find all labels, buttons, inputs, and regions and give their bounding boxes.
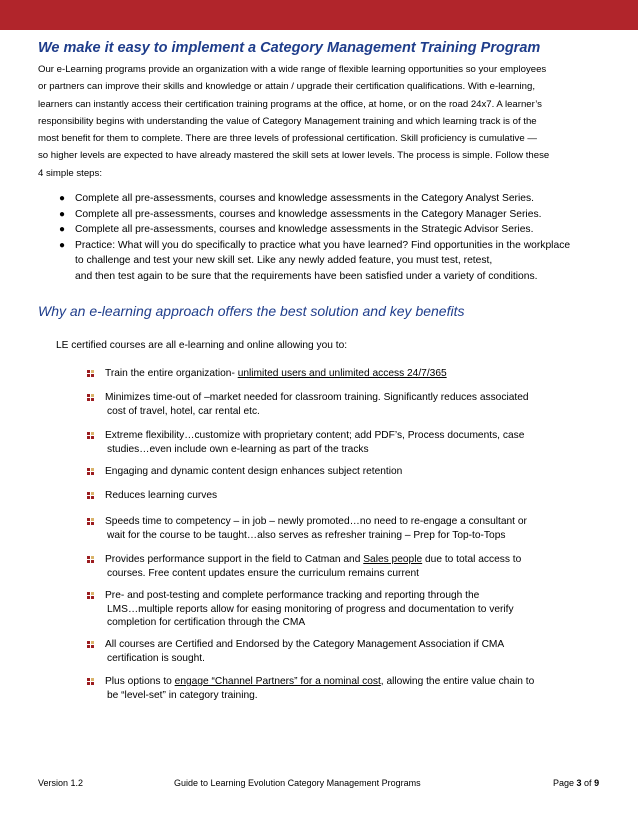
step-item bbox=[58, 207, 638, 223]
steps-list bbox=[58, 191, 638, 285]
benefit-line bbox=[87, 553, 521, 567]
benefit-item bbox=[87, 675, 534, 702]
benefit-line-continued: LMS…multiple reports allow for easing monitoring of progress and documentation to verify bbox=[107, 603, 514, 615]
footer-version: Version 1.2 bbox=[38, 778, 84, 788]
benefit-text: Pre- and post-testing and complete performance tracking and reporting through the bbox=[105, 590, 480, 601]
benefit-line-continued: courses. Free content updates ensure the curriculum remains current bbox=[107, 567, 419, 579]
benefit-item bbox=[87, 638, 504, 665]
benefit-link[interactable]: engage “Channel Partners” for a nominal cost bbox=[174, 676, 381, 687]
step-item bbox=[58, 238, 638, 285]
square-bullet-icon bbox=[87, 432, 96, 441]
footer-of-word: of bbox=[581, 778, 595, 788]
bullet-dot-icon: ● bbox=[59, 193, 66, 204]
square-bullet-icon bbox=[87, 678, 96, 687]
benefit-text: Extreme flexibility…customize with proprietary content; add PDF’s, Process documents, case bbox=[105, 430, 525, 441]
intro-line: so higher levels are expected to have already mastered the skill sets at lower levels. The process is simple. Follow these bbox=[38, 150, 550, 162]
benefit-item bbox=[87, 489, 217, 503]
bullet-dot-icon: ● bbox=[59, 239, 66, 251]
benefit-line-continued: studies…even include own e-learning as part of the tracks bbox=[107, 443, 369, 455]
benefits-lead: LE certified courses are all e-learning and online allowing you to: bbox=[56, 340, 348, 351]
intro-line: most benefit for them to complete. There are three levels of professional certification. Skill proficiency is cumulative — bbox=[38, 133, 537, 145]
benefit-text: Speeds time to competency – in job – newly promoted…no need to re-engage a consultant or bbox=[105, 516, 527, 527]
benefit-text: Train the entire organization- bbox=[105, 368, 238, 379]
benefit-line bbox=[87, 429, 524, 443]
square-bullet-icon bbox=[87, 370, 96, 379]
square-bullet-icon bbox=[87, 518, 96, 527]
benefit-item bbox=[87, 553, 521, 580]
footer-page-total: 9 bbox=[594, 778, 600, 788]
page-title: We make it easy to implement a Category Management Training Program bbox=[38, 40, 541, 56]
benefit-item bbox=[87, 465, 402, 479]
step-line: to challenge and test your new skill set. Like any newly added feature, you must test, retest, bbox=[75, 255, 493, 267]
benefit-line-continued: wait for the course to be taught…also serves as refresher training – Prep for Top-to-Tops bbox=[107, 529, 506, 541]
benefit-line bbox=[87, 391, 529, 405]
benefit-item bbox=[87, 589, 514, 630]
square-bullet-icon bbox=[87, 556, 96, 565]
benefit-item bbox=[87, 367, 447, 381]
benefit-text: All courses are Certified and Endorsed by the Category Management Association if CMA bbox=[105, 639, 505, 650]
benefit-line-continued: be “level-set” in category training. bbox=[107, 689, 258, 701]
benefit-text: Minimizes time-out of –market needed for classroom training. Significantly reduces associated bbox=[105, 392, 529, 403]
step-line: Complete all pre-assessments, courses and knowledge assessments in the Strategic Advisor Series. bbox=[75, 224, 534, 236]
step-item bbox=[58, 191, 638, 207]
step-line: Complete all pre-assessments, courses and knowledge assessments in the Category Analyst Series. bbox=[75, 193, 535, 204]
square-bullet-icon bbox=[87, 592, 96, 601]
intro-paragraph bbox=[38, 61, 618, 182]
benefit-text: Plus options to bbox=[105, 676, 175, 687]
section-heading-benefits: Why an e-learning approach offers the best solution and key benefits bbox=[38, 303, 465, 319]
square-bullet-icon bbox=[87, 394, 96, 403]
benefit-text: Engaging and dynamic content design enhances subject retention bbox=[105, 466, 403, 477]
square-bullet-icon bbox=[87, 641, 96, 650]
benefit-link[interactable]: Sales people bbox=[363, 554, 423, 565]
step-item bbox=[58, 222, 638, 238]
benefit-line-continued: certification is sought. bbox=[107, 652, 205, 664]
benefit-item bbox=[87, 515, 527, 542]
benefit-line bbox=[87, 465, 402, 479]
step-line: Practice: What will you do specifically to practice what you have learned? Find opportunities in the workplace bbox=[75, 239, 571, 251]
benefit-line bbox=[87, 489, 217, 503]
benefit-line-continued: completion for certification through the CMA bbox=[107, 617, 306, 628]
intro-line: Our e-Learning programs provide an organization with a wide range of flexible learning opportunities so your employees bbox=[38, 64, 547, 75]
benefit-text: Reduces learning curves bbox=[105, 490, 218, 501]
benefit-link[interactable]: unlimited users and unlimited access 24/7/365 bbox=[237, 368, 447, 379]
intro-line: responsibility begins with understanding the value of Category Management training and which learning track is of the bbox=[38, 115, 537, 127]
benefit-line-continued: cost of travel, hotel, car rental etc. bbox=[107, 405, 260, 417]
bullet-dot-icon: ● bbox=[59, 208, 66, 220]
step-line: Complete all pre-assessments, courses and knowledge assessments in the Category Manager Series. bbox=[75, 208, 542, 220]
intro-line: or partners can improve their skills and knowledge or attain / upgrade their certification qualifications. With e-learning, bbox=[38, 81, 535, 93]
header-bar bbox=[0, 0, 638, 30]
benefit-item bbox=[87, 429, 524, 456]
benefit-line bbox=[87, 515, 527, 529]
footer-page-number bbox=[553, 778, 599, 788]
square-bullet-icon bbox=[87, 492, 96, 501]
footer-doc-title: Guide to Learning Evolution Category Management Programs bbox=[174, 778, 421, 788]
step-line: and then test again to be sure that the requirements have been satisfied under a variety of conditions. bbox=[75, 270, 538, 282]
square-bullet-icon bbox=[87, 468, 96, 477]
benefit-line bbox=[87, 675, 534, 689]
intro-line: learners can instantly access their certification training programs at the office, at home, or on the road 24x7. A learner’s bbox=[38, 98, 542, 110]
benefit-text: Provides performance support in the field to Catman and bbox=[105, 554, 364, 565]
bullet-dot-icon: ● bbox=[59, 224, 66, 236]
footer-page-word: Page bbox=[553, 778, 577, 788]
benefit-line bbox=[87, 638, 504, 652]
benefit-line bbox=[87, 367, 447, 381]
benefit-line bbox=[87, 589, 514, 603]
benefit-text-after: , allowing the entire value chain to bbox=[380, 676, 535, 687]
intro-line: 4 simple steps: bbox=[38, 167, 102, 179]
footer-page-current: 3 bbox=[576, 778, 582, 788]
benefit-item bbox=[87, 391, 529, 418]
benefit-text-after: due to total access to bbox=[422, 554, 522, 565]
